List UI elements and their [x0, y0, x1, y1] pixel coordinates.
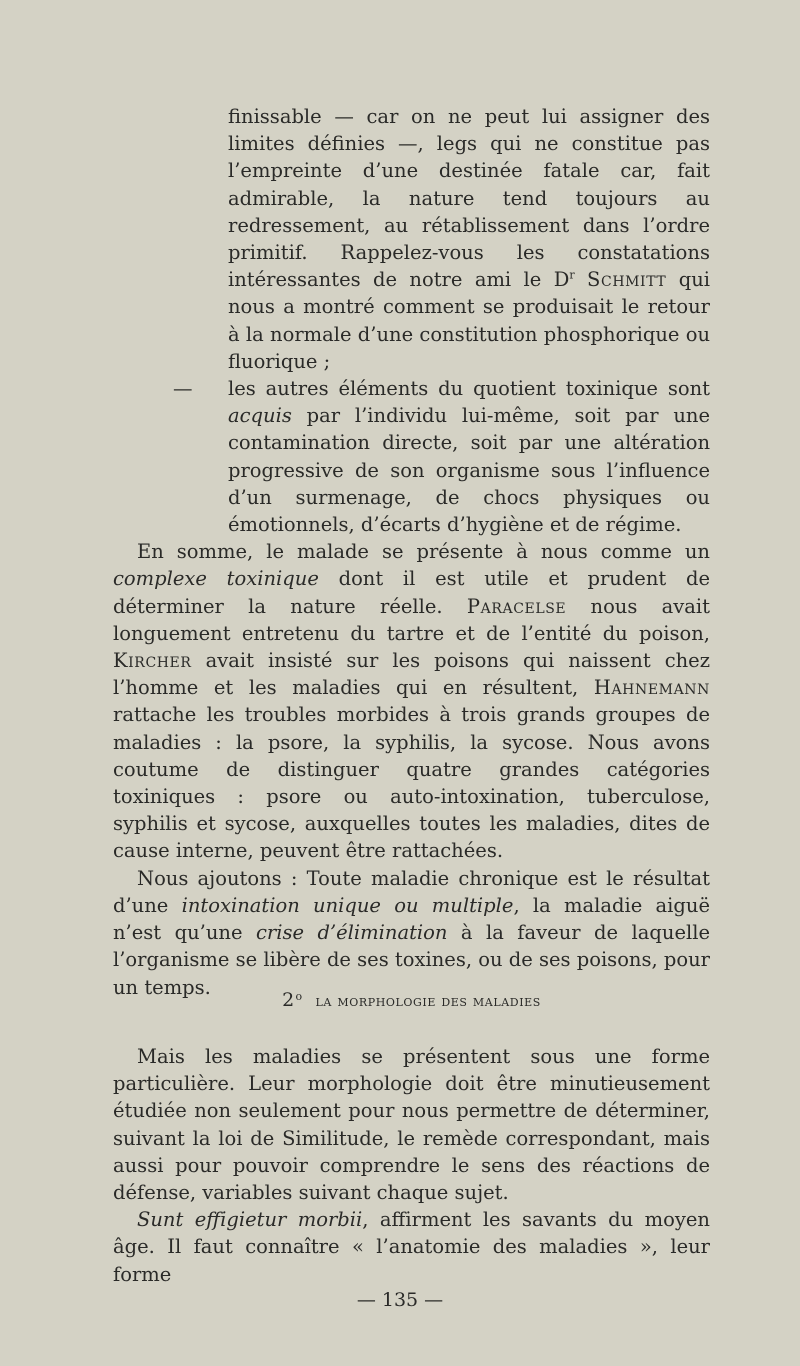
text-run: qui nous a montré comment se produisait le retour à la normale d’une constitution phosphorique ou fluorique ; — [228, 268, 710, 373]
text-column-bottom — [113, 1043, 710, 1288]
text-run: Nous ajoutons : Toute maladie chronique est le résultat d’une — [113, 866, 710, 917]
text-run: dont il est utile et prudent de déterminer la nature réelle. — [113, 567, 710, 618]
italic-crise: crise d’élimination — [255, 921, 448, 945]
text-run: rattache les troubles morbides à trois grands groupes de maladies : la psore, la syphilis, la sycose. Nous avons coutume de distinguer quatre grandes catégories toxiniques : psore ou auto-intoxination, tuberculose, syphilis et sycose, auxquelles toutes les maladies, dites de cause interne, peuvent être rattachées. — [113, 703, 710, 863]
section-heading — [113, 989, 710, 1011]
list-item-acquis — [113, 375, 710, 538]
text-column-top — [113, 103, 710, 1001]
text-run: nous avait longuement entretenu du tartre et de l’entité du poison, — [113, 594, 710, 645]
text-run: à la faveur de laquelle l’organisme se libère de ses toxines, ou de ses poisons, pour un temps. — [113, 921, 710, 999]
list-dash: — — [173, 377, 193, 401]
text-run: , la maladie aiguë n’est qu’une — [113, 893, 710, 945]
name-hahnemann: Hahnemann — [593, 676, 710, 700]
superscript-r: r — [569, 268, 575, 282]
paragraph-sunt-effigietur — [113, 1206, 710, 1288]
text-run: En somme, le malade se présente à nous comme un — [137, 540, 710, 564]
name-kircher: Kircher — [113, 649, 192, 673]
paragraph-intoxination — [113, 865, 710, 1001]
continued-paragraph — [113, 103, 710, 375]
italic-intoxination: intoxination unique ou multiple — [181, 893, 514, 917]
text-run: avait insisté sur les poisons qui naissent chez l’homme et les maladies qui en résultent, — [113, 649, 710, 700]
section-number-ordinal: o — [295, 990, 304, 1003]
italic-acquis: acquis — [228, 404, 292, 428]
section-number: 2 — [282, 989, 296, 1011]
section-title: la morphologie des maladies — [315, 992, 541, 1010]
page-number: — 135 — — [356, 1289, 444, 1311]
text-run: finissable — car on ne peut lui assigner des limites définies —, legs qui ne constitue pas l’empreinte d’une destinée fatale car, fait admirable, la nature tend toujours au redressement, au rétablissement dans l’ordre primitif. Rappelez-vous les constatations intéressantes de notre ami le D — [228, 105, 710, 292]
italic-complexe-toxinique: complexe toxinique — [113, 567, 319, 591]
name-schmitt: Schmitt — [587, 268, 667, 292]
text-run: les autres éléments du quotient toxinique sont — [228, 377, 710, 401]
paragraph-morphologie: Mais les maladies se présentent sous une forme particulière. Leur morphologie doit être minutieusement étudiée non seulement pour nous permettre de déterminer, suivant la loi de Similitude, le remède correspondant, mais aussi pour pouvoir comprendre le sens des réactions de défense, variables suivant chaque sujet. — [113, 1045, 710, 1205]
text-run: , affirment les savants du moyen âge. Il faut connaître « l’anatomie des maladies », leur forme — [113, 1208, 710, 1286]
paragraph-complexe-toxinique — [113, 538, 710, 864]
italic-latin-quote: Sunt effigietur morbii — [137, 1208, 363, 1232]
text-run — [575, 268, 587, 291]
text-run: par l’individu lui-même, soit par une contamination directe, soit par une altération progressive de son organisme sous l’influence d’un surmenage, de chocs physiques ou émotionnels, d’écarts d’hygiène et de régime. — [228, 404, 710, 537]
name-paracelse: Paracelse — [466, 594, 567, 618]
